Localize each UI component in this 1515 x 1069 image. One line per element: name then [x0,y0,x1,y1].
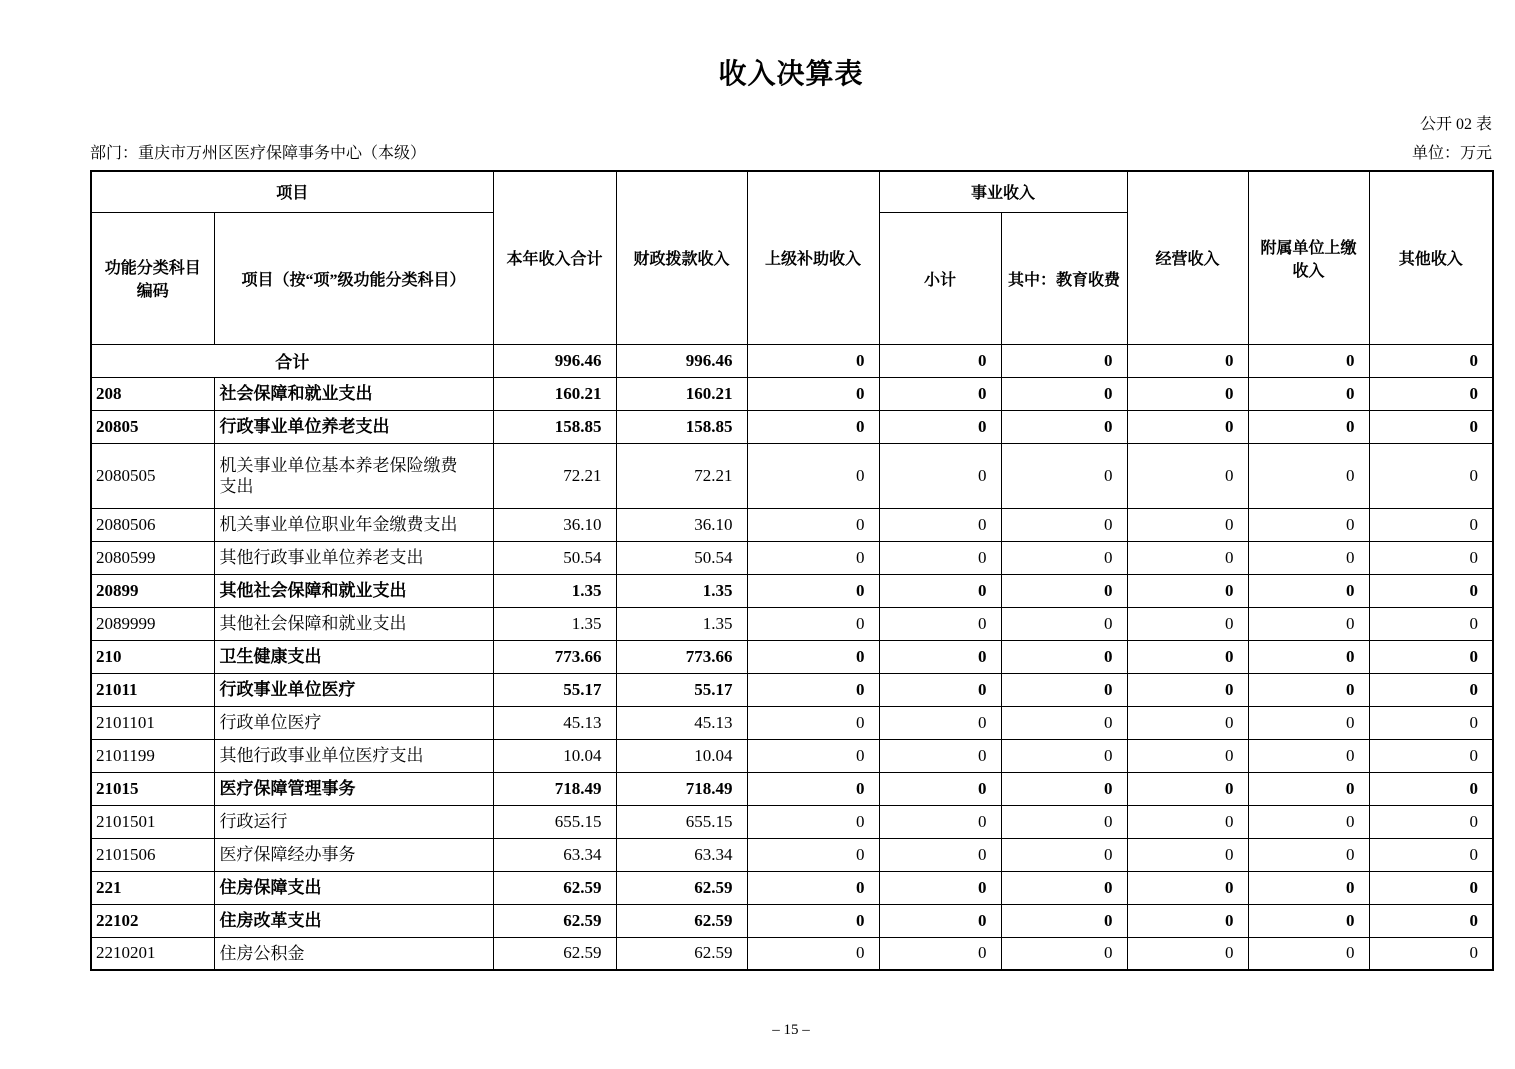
table-row [91,673,1493,706]
table-row [91,607,1493,640]
value-cell: 160.21 [616,377,747,410]
value-cell: 0 [747,838,879,871]
value-cell: 0 [747,541,879,574]
table-row [91,344,1493,377]
value-cell: 0 [1369,904,1493,937]
value-cell: 160.21 [493,377,616,410]
code-cell: 21015 [91,772,214,805]
header-education-fees: 其中：教育收费 [1001,212,1127,344]
value-cell: 0 [1248,739,1369,772]
table-row [91,377,1493,410]
value-cell: 0 [1369,706,1493,739]
value-cell: 1.35 [493,607,616,640]
value-cell: 0 [1127,871,1248,904]
value-cell: 0 [879,937,1001,970]
value-cell: 0 [1369,410,1493,443]
page-number: – 15 – [772,1022,810,1038]
value-cell: 0 [1248,607,1369,640]
value-cell: 0 [1127,574,1248,607]
value-cell: 0 [747,706,879,739]
value-cell: 655.15 [493,805,616,838]
table-row [91,937,1493,970]
value-cell: 0 [879,443,1001,508]
value-cell: 0 [1001,377,1127,410]
code-cell: 22102 [91,904,214,937]
header-affiliated-remitted: 附属单位上缴收入 [1248,171,1369,344]
code-cell: 2089999 [91,607,214,640]
table-row [91,772,1493,805]
code-cell: 20805 [91,410,214,443]
table-row [91,410,1493,443]
value-cell: 1.35 [616,607,747,640]
value-cell: 0 [1127,904,1248,937]
value-cell: 0 [1127,805,1248,838]
value-cell: 0 [1369,871,1493,904]
value-cell: 0 [1127,772,1248,805]
value-cell: 62.59 [616,904,747,937]
value-cell: 0 [1127,706,1248,739]
value-cell: 1.35 [616,574,747,607]
value-cell: 0 [1248,377,1369,410]
value-cell: 0 [1248,541,1369,574]
code-cell: 20899 [91,574,214,607]
value-cell: 0 [1127,410,1248,443]
value-cell: 0 [1369,443,1493,508]
value-cell: 0 [747,574,879,607]
value-cell: 0 [1001,871,1127,904]
value-cell: 0 [1369,574,1493,607]
value-cell: 10.04 [493,739,616,772]
code-cell: 2101199 [91,739,214,772]
value-cell: 0 [879,772,1001,805]
value-cell: 0 [879,508,1001,541]
table-row [91,739,1493,772]
value-cell: 72.21 [616,443,747,508]
value-cell: 0 [879,673,1001,706]
value-cell: 0 [1369,508,1493,541]
value-cell: 0 [1127,673,1248,706]
code-cell: 2080506 [91,508,214,541]
table-row [91,871,1493,904]
code-cell: 2101506 [91,838,214,871]
value-cell: 0 [1369,838,1493,871]
value-cell: 0 [1248,838,1369,871]
value-cell: 63.34 [616,838,747,871]
value-cell: 0 [1248,640,1369,673]
value-cell: 773.66 [616,640,747,673]
value-cell: 0 [747,377,879,410]
value-cell: 0 [1248,904,1369,937]
value-cell: 0 [1369,673,1493,706]
value-cell: 50.54 [616,541,747,574]
code-cell: 221 [91,871,214,904]
header-operating-income: 经营收入 [1127,171,1248,344]
value-cell: 0 [1001,574,1127,607]
value-cell: 0 [879,410,1001,443]
table-row [91,838,1493,871]
value-cell: 0 [1127,838,1248,871]
value-cell: 0 [879,541,1001,574]
department-label: 部门：重庆市万州区医疗保障事务中心（本级） [90,145,427,162]
item-name-cell: 其他行政事业单位养老支出 [214,541,493,574]
value-cell: 62.59 [493,904,616,937]
value-cell: 0 [1001,937,1127,970]
header-project-group: 项目 [91,171,493,212]
item-name-cell: 其他社会保障和就业支出 [214,607,493,640]
value-cell: 0 [1369,805,1493,838]
value-cell: 0 [747,805,879,838]
value-cell: 158.85 [616,410,747,443]
item-name-cell: 住房公积金 [214,937,493,970]
table-row [91,541,1493,574]
value-cell: 0 [879,871,1001,904]
value-cell: 0 [879,706,1001,739]
value-cell: 0 [1127,607,1248,640]
revenue-final-accounts-table [90,170,1494,971]
value-cell: 718.49 [493,772,616,805]
value-cell: 0 [1369,937,1493,970]
meta-row [90,144,1492,164]
value-cell: 0 [1369,344,1493,377]
header-fiscal-appropriation: 财政拨款收入 [616,171,747,344]
code-cell: 2210201 [91,937,214,970]
value-cell: 0 [747,772,879,805]
header-code: 功能分类科目编码 [91,212,214,344]
value-cell: 0 [1127,541,1248,574]
item-name-cell: 行政事业单位医疗 [214,673,493,706]
value-cell: 0 [1369,607,1493,640]
value-cell: 773.66 [493,640,616,673]
value-cell: 0 [1001,904,1127,937]
value-cell: 36.10 [616,508,747,541]
code-cell: 208 [91,377,214,410]
item-name-cell: 社会保障和就业支出 [214,377,493,410]
table-body [91,344,1493,970]
code-cell: 210 [91,640,214,673]
item-name-cell: 机关事业单位基本养老保险缴费支出 [214,443,493,508]
value-cell: 0 [879,607,1001,640]
value-cell: 0 [1248,344,1369,377]
value-cell: 0 [1369,772,1493,805]
value-cell: 50.54 [493,541,616,574]
total-label-cell: 合计 [91,344,493,377]
value-cell: 0 [1248,443,1369,508]
code-cell: 2080599 [91,541,214,574]
code-cell: 21011 [91,673,214,706]
value-cell: 0 [1248,871,1369,904]
value-cell: 0 [879,640,1001,673]
value-cell: 36.10 [493,508,616,541]
value-cell: 718.49 [616,772,747,805]
value-cell: 0 [1001,410,1127,443]
value-cell: 0 [747,607,879,640]
item-name-cell: 行政单位医疗 [214,706,493,739]
page-title: 收入决算表 [718,59,864,90]
table-row [91,805,1493,838]
item-name-cell: 卫生健康支出 [214,640,493,673]
value-cell: 0 [1001,739,1127,772]
value-cell: 655.15 [616,805,747,838]
value-cell: 0 [1001,772,1127,805]
header-annual-total: 本年收入合计 [493,171,616,344]
value-cell: 0 [1001,344,1127,377]
value-cell: 0 [747,904,879,937]
table-row [91,640,1493,673]
value-cell: 45.13 [616,706,747,739]
value-cell: 0 [1127,443,1248,508]
value-cell: 0 [1369,541,1493,574]
item-name-cell: 住房保障支出 [214,871,493,904]
table-row [91,706,1493,739]
value-cell: 0 [879,344,1001,377]
value-cell: 0 [1001,541,1127,574]
unit-label: 单位：万元 [1411,145,1492,162]
value-cell: 0 [1127,640,1248,673]
value-cell: 0 [1248,673,1369,706]
value-cell: 0 [1248,508,1369,541]
value-cell: 0 [1001,838,1127,871]
value-cell: 0 [879,838,1001,871]
value-cell: 0 [879,904,1001,937]
value-cell: 0 [747,640,879,673]
value-cell: 996.46 [493,344,616,377]
code-cell: 2101101 [91,706,214,739]
value-cell: 72.21 [493,443,616,508]
value-cell: 0 [1248,805,1369,838]
value-cell: 0 [747,410,879,443]
item-name-cell: 医疗保障经办事务 [214,838,493,871]
value-cell: 0 [1127,937,1248,970]
value-cell: 0 [1001,607,1127,640]
code-cell: 2080505 [91,443,214,508]
value-cell: 0 [747,937,879,970]
code-cell: 2101501 [91,805,214,838]
value-cell: 0 [1369,640,1493,673]
value-cell: 0 [879,377,1001,410]
value-cell: 0 [1127,739,1248,772]
header-subtotal: 小计 [879,212,1001,344]
value-cell: 1.35 [493,574,616,607]
value-cell: 0 [1001,640,1127,673]
document-page [90,0,1492,971]
value-cell: 62.59 [493,937,616,970]
table-row [91,904,1493,937]
header-business-income-group: 事业收入 [879,171,1127,212]
table-row [91,443,1493,508]
value-cell: 62.59 [616,871,747,904]
value-cell: 0 [879,574,1001,607]
value-cell: 996.46 [616,344,747,377]
public-table-label: 公开 02 表 [1419,116,1492,133]
value-cell: 0 [879,739,1001,772]
value-cell: 55.17 [493,673,616,706]
value-cell: 45.13 [493,706,616,739]
item-name-cell: 行政事业单位养老支出 [214,410,493,443]
value-cell: 55.17 [616,673,747,706]
value-cell: 0 [1248,574,1369,607]
value-cell: 0 [1248,772,1369,805]
value-cell: 0 [1248,410,1369,443]
value-cell: 0 [1001,673,1127,706]
value-cell: 0 [879,805,1001,838]
value-cell: 62.59 [493,871,616,904]
value-cell: 0 [1001,508,1127,541]
item-name-cell: 机关事业单位职业年金缴费支出 [214,508,493,541]
value-cell: 0 [747,871,879,904]
value-cell: 62.59 [616,937,747,970]
value-cell: 0 [747,443,879,508]
item-name-cell: 行政运行 [214,805,493,838]
header-superior-subsidy: 上级补助收入 [747,171,879,344]
value-cell: 0 [1001,443,1127,508]
item-name-cell: 其他行政事业单位医疗支出 [214,739,493,772]
table-header [91,171,1493,344]
value-cell: 0 [1001,805,1127,838]
value-cell: 0 [1127,344,1248,377]
value-cell: 0 [1127,508,1248,541]
item-name-cell: 住房改革支出 [214,904,493,937]
item-name-cell: 其他社会保障和就业支出 [214,574,493,607]
header-item: 项目（按“项”级功能分类科目） [214,212,493,344]
value-cell: 63.34 [493,838,616,871]
value-cell: 0 [747,673,879,706]
value-cell: 0 [747,739,879,772]
value-cell: 0 [1248,937,1369,970]
value-cell: 0 [747,344,879,377]
table-row [91,574,1493,607]
header-other-income: 其他收入 [1369,171,1493,344]
value-cell: 0 [1127,377,1248,410]
item-name-cell: 医疗保障管理事务 [214,772,493,805]
value-cell: 0 [747,508,879,541]
value-cell: 0 [1369,377,1493,410]
value-cell: 0 [1001,706,1127,739]
value-cell: 0 [1369,739,1493,772]
value-cell: 0 [1248,706,1369,739]
value-cell: 158.85 [493,410,616,443]
value-cell: 10.04 [616,739,747,772]
table-row [91,508,1493,541]
